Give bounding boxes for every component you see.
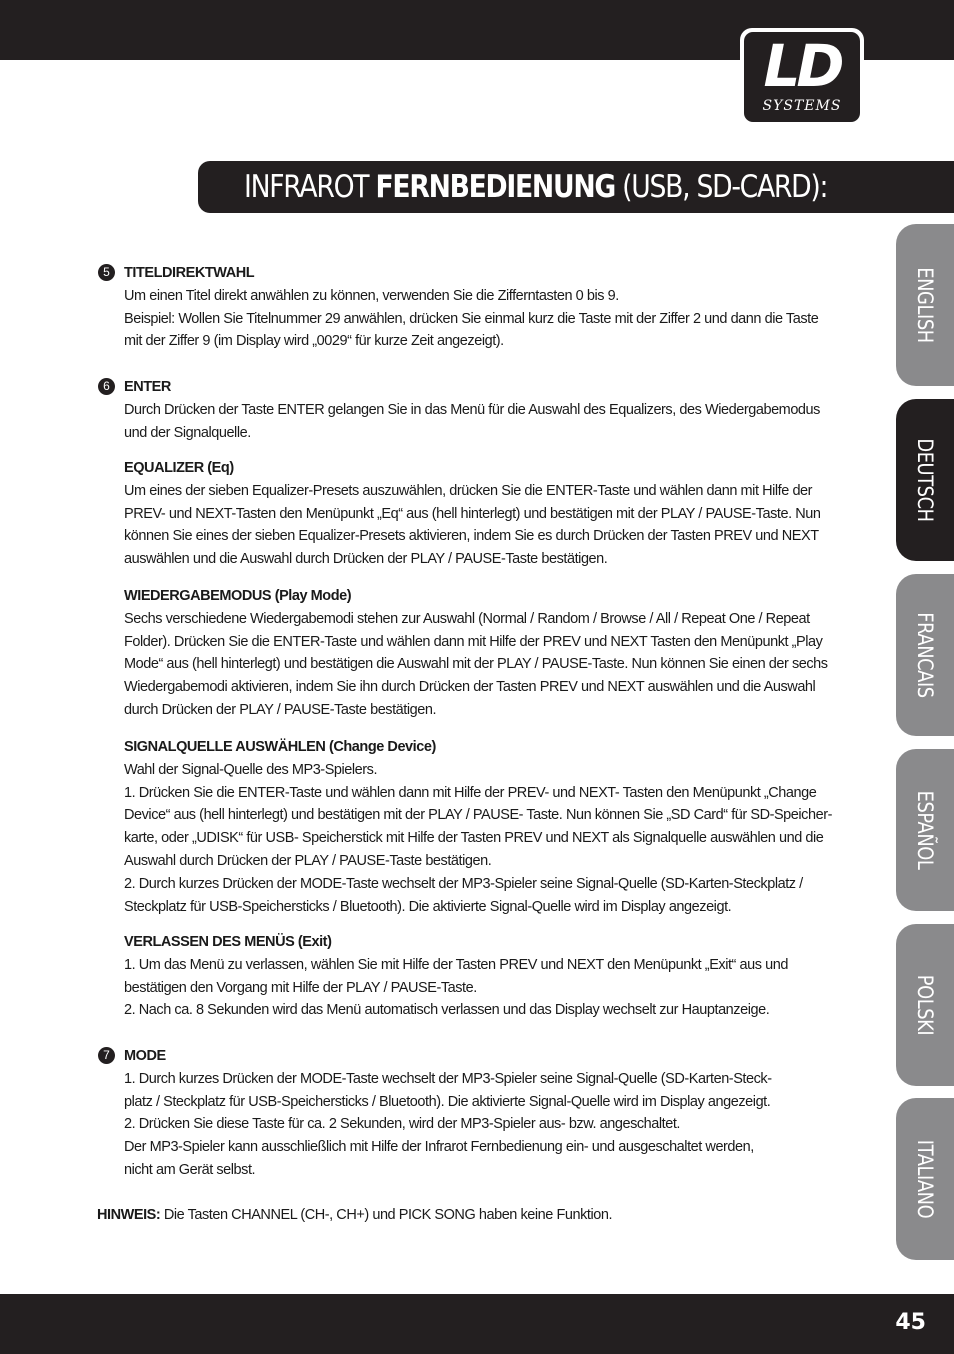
title-suffix: (USB, SD-CARD): <box>614 169 828 205</box>
body-line: und der Signalquelle. <box>124 424 251 441</box>
note-text: Die Tasten CHANNEL (CH-, CH+) und PICK SONG haben keine Funktion. <box>160 1207 613 1223</box>
tab-label: DEUTSCH <box>913 438 937 522</box>
body-line: nicht am Gerät selbst. <box>124 1161 256 1178</box>
tab-label: ENGLISH <box>913 267 937 343</box>
logo-ld-text: LD <box>763 32 841 100</box>
body-line: Sechs verschiedene Wiedergabemodi stehen zur Auswahl (Normal / Random / Browse / All / Repeat One / Repeat <box>124 610 810 627</box>
body-line: 2. Durch kurzes Drücken der MODE-Taste wechselt der MP3-Spieler seine Signal-Quelle (SD-Karten-Steckplatz / <box>124 875 803 892</box>
tab-italiano[interactable] <box>896 1098 954 1260</box>
title-prefix: INFRAROT <box>244 169 376 205</box>
item-number-badge: 7 <box>98 1047 115 1064</box>
tab-label: FRANCAIS <box>913 612 937 698</box>
item-number-badge: 6 <box>98 378 115 395</box>
body-line: Um einen Titel direkt anwählen zu können, verwenden Sie die Zifferntasten 0 bis 9. <box>124 287 619 304</box>
tab-espanol[interactable] <box>896 749 954 911</box>
body-line: 1. Drücken Sie die ENTER-Taste und wählen dann mit Hilfe der PREV- und NEXT- Tasten den Menüpunkt „Change <box>124 784 817 801</box>
section-mode <box>103 1045 859 1182</box>
body-line: 1. Um das Menü zu verlassen, wählen Sie mit Hilfe der Tasten PREV und NEXT den Menüpunkt „Exit“ aus und <box>124 956 788 973</box>
body-line: können Sie eines der sieben Equalizer-Presets aktivieren, indem Sie es durch Drücken der Tasten PREV und NEXT <box>124 528 819 545</box>
body-line: Beispiel: Wollen Sie Titelnummer 29 anwählen, drücken Sie einmal kurz die Taste mit der Ziffer 2 und dann die Taste <box>124 310 819 327</box>
page-number: 45 <box>895 1310 926 1335</box>
body-line: 2. Drücken Sie diese Taste für ca. 2 Sekunden, wird der MP3-Spieler aus- bzw. angeschaltet. <box>124 1116 681 1133</box>
tab-label: POLSKI <box>913 974 937 1036</box>
section-wiedergabemodus <box>124 585 859 722</box>
section-heading: VERLASSEN DES MENÜS (Exit) <box>124 934 332 950</box>
section-heading: EQUALIZER (Eq) <box>124 460 234 476</box>
body-line: 2. Nach ca. 8 Sekunden wird das Menü automatisch verlassen und das Display wechselt zur Hauptanzeige. <box>124 1002 770 1019</box>
bottom-bar <box>0 1294 954 1354</box>
section-signalquelle <box>124 736 859 918</box>
tab-polski[interactable] <box>896 924 954 1086</box>
body-line: 1. Durch kurzes Drücken der MODE-Taste wechselt der MP3-Spieler seine Signal-Quelle (SD-Karten-Steck- <box>124 1070 772 1087</box>
section-heading: WIEDERGABEMODUS (Play Mode) <box>124 588 352 604</box>
body-line: Wahl der Signal-Quelle des MP3-Spielers. <box>124 761 378 778</box>
section-equalizer <box>124 457 859 571</box>
body-line: Wiedergabemodi aktivieren, indem Sie ihn durch Drücken der Tasten PREV und NEXT auswählen und die Auswahl <box>124 679 816 696</box>
section-heading: SIGNALQUELLE AUSWÄHLEN (Change Device) <box>124 739 436 755</box>
tab-francais[interactable] <box>896 574 954 736</box>
section-heading: TITELDIREKTWAHL <box>124 265 255 281</box>
tab-label: ITALIANO <box>913 1139 937 1219</box>
body-line: mit der Ziffer 9 (im Display wird „0029“ für kurze Zeit angezeigt). <box>124 333 504 350</box>
body-line: auswählen und die Auswahl durch Drücken der PLAY / PAUSE-Taste bestätigen. <box>124 551 608 568</box>
body-line: Der MP3-Spieler kann ausschließlich mit Hilfe der Infrarot Fernbedienung ein- und ausgeschaltet werden, <box>124 1139 754 1156</box>
section-heading: MODE <box>124 1048 166 1064</box>
body-line: durch Drücken der PLAY / PAUSE-Taste bestätigen. <box>124 701 437 718</box>
note-label: HINWEIS: <box>97 1207 161 1223</box>
tab-english[interactable] <box>896 224 954 386</box>
title-bold: FERNBEDIENUNG <box>375 169 615 205</box>
logo-badge <box>744 32 860 122</box>
section-verlassen <box>124 931 859 1022</box>
body-line: platz / Steckplatz für USB-Speichersticks / Bluetooth). Die aktivierte Signal-Quelle wird im Display angezeigt. <box>124 1093 771 1110</box>
body-line: bestätigen den Vorgang mit Hilfe der PLAY / PAUSE-Taste. <box>124 979 477 996</box>
body-line: Device“ aus (hell hinterlegt) und bestätigen mit der PLAY / PAUSE- Taste. Nun können Sie „SD Card“ für SD-Speicher- <box>124 807 832 824</box>
section-enter <box>103 376 859 444</box>
tab-deutsch[interactable] <box>896 399 954 561</box>
section-heading: ENTER <box>124 379 171 395</box>
hinweis-note <box>97 1204 612 1227</box>
body-line: Folder). Drücken Sie die ENTER-Taste und wählen dann mit Hilfe der PREV und NEXT Tasten den Menüpunkt „Play <box>124 633 823 650</box>
body-line: Um eines der sieben Equalizer-Presets auszuwählen, drücken Sie die ENTER-Taste und wählen dann mit Hilfe der <box>124 482 813 499</box>
tab-label: ESPAÑOL <box>913 790 937 870</box>
body-line: Durch Drücken der Taste ENTER gelangen Sie in das Menü für die Auswahl des Equalizers, des Wiedergabemodus <box>124 401 820 418</box>
body-line: Auswahl durch Drücken der PLAY / PAUSE-Taste bestätigen. <box>124 852 492 869</box>
body-line: karte, oder „UDISK“ für USB- Speicherstick mit Hilfe der Tasten PREV und NEXT als Signalquelle auswählen und die <box>124 830 824 847</box>
logo-systems-text: SYSTEMS <box>762 98 842 114</box>
body-line: Mode“ aus (hell hinterlegt) und bestätigen die Auswahl mit der PLAY / PAUSE-Taste. Nun können Sie einen der sechs <box>124 656 828 673</box>
ld-systems-logo <box>740 28 864 126</box>
body-line: PREV- und NEXT-Tasten den Menüpunkt „Eq“ aus (hell hinterlegt) und bestätigen mit der PLAY / PAUSE-Taste. Nun <box>124 505 821 522</box>
body-line: Steckplatz für USB-Speichersticks / Bluetooth). Die aktivierte Signal-Quelle wird im Display angezeigt. <box>124 898 732 915</box>
title-bar <box>198 161 954 213</box>
item-number-badge: 5 <box>98 264 115 281</box>
page-title <box>244 169 827 205</box>
section-titeldirektwahl <box>103 262 859 353</box>
